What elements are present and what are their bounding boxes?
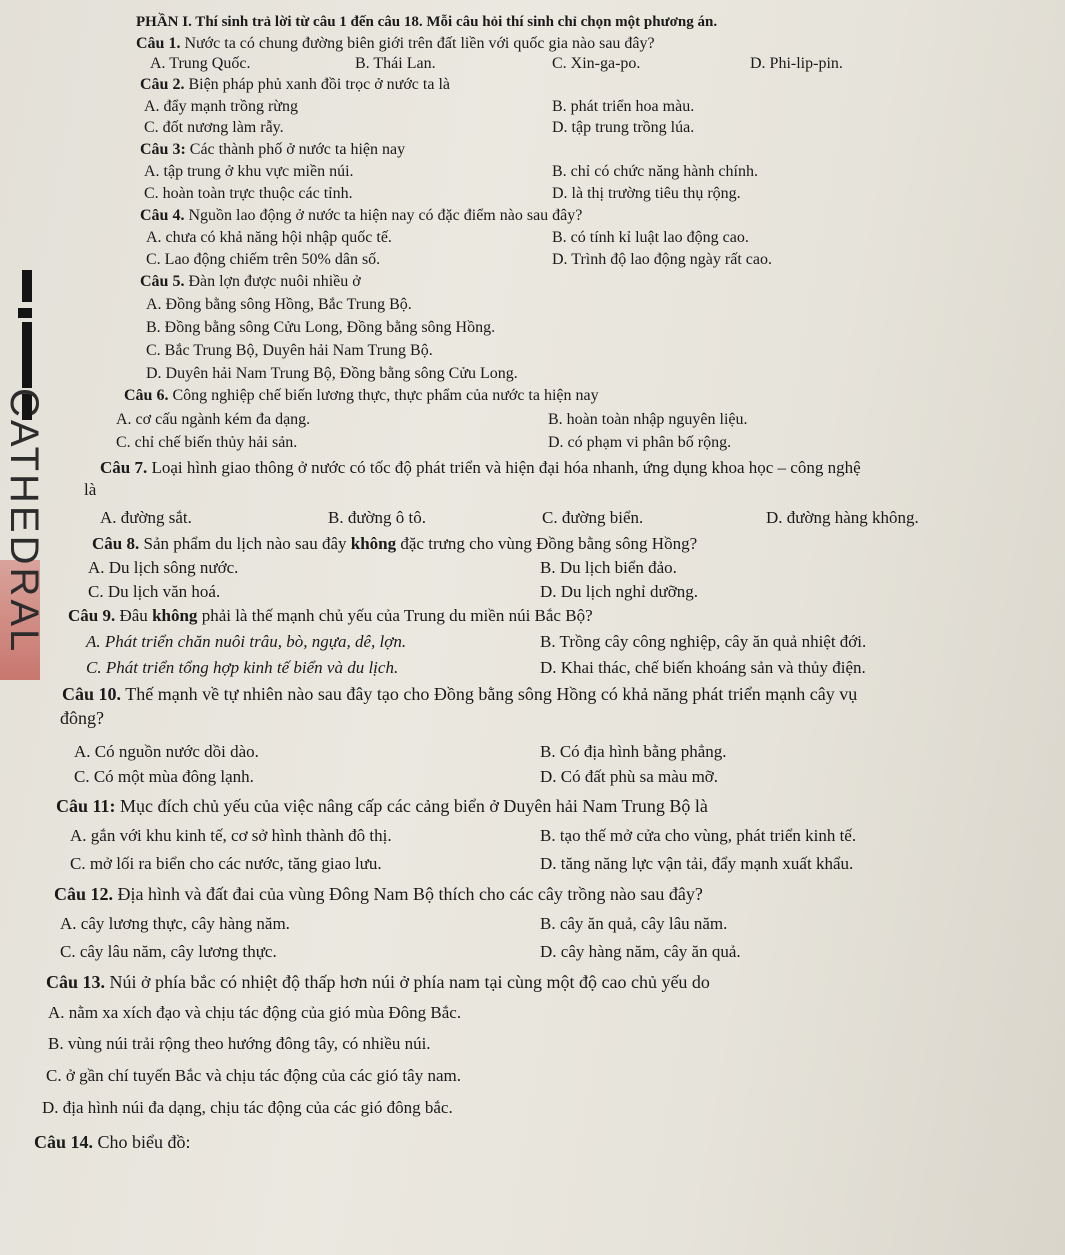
q3-option-d[interactable]: D. là thị trường tiêu thụ rộng. [552, 185, 741, 202]
question-3: Câu 3: Các thành phố ở nước ta hiện nay [140, 141, 406, 158]
q2-option-a[interactable]: A. đẩy mạnh trồng rừng [144, 98, 298, 115]
q12-option-b[interactable]: B. cây ăn quả, cây lâu năm. [540, 914, 728, 933]
q3-option-b[interactable]: B. chỉ có chức năng hành chính. [552, 163, 758, 180]
q8-option-c[interactable]: C. Du lịch văn hoá. [88, 582, 221, 601]
question-2: Câu 2. Biện pháp phủ xanh đồi trọc ở nước ta là [140, 76, 450, 93]
q8-option-a[interactable]: A. Du lịch sông nước. [88, 558, 239, 577]
q11-option-a[interactable]: A. gắn với khu kinh tế, cơ sở hình thành đô thị. [70, 826, 392, 845]
q11-option-c[interactable]: C. mở lối ra biển cho các nước, tăng giao lưu. [70, 854, 382, 873]
q13-option-a[interactable]: A. nằm xa xích đạo và chịu tác động của gió mùa Đông Bắc. [48, 1003, 462, 1022]
q7-option-c[interactable]: C. đường biển. [542, 508, 644, 527]
question-14: Câu 14. Cho biểu đồ: [34, 1132, 191, 1152]
q10-option-a[interactable]: A. Có nguồn nước dồi dào. [74, 742, 259, 761]
question-4: Câu 4. Nguồn lao động ở nước ta hiện nay có đặc điểm nào sau đây? [140, 207, 583, 224]
q12-option-c[interactable]: C. cây lâu năm, cây lương thực. [60, 942, 277, 961]
q9-option-c[interactable]: C. Phát triển tổng hợp kinh tế biển và du lịch. [86, 658, 399, 677]
q1-option-a[interactable]: A. Trung Quốc. [150, 55, 251, 72]
q1-option-b[interactable]: B. Thái Lan. [355, 55, 436, 72]
question-10-cont: đông? [60, 708, 104, 728]
q10-option-c[interactable]: C. Có một mùa đông lạnh. [74, 767, 254, 786]
q13-option-d[interactable]: D. địa hình núi đa dạng, chịu tác động của các gió đông bắc. [42, 1098, 453, 1117]
q5-option-a[interactable]: A. Đồng bằng sông Hồng, Bắc Trung Bộ. [146, 296, 412, 313]
q9-option-a[interactable]: A. Phát triển chăn nuôi trâu, bò, ngựa, dê, lợn. [86, 632, 407, 651]
q1-option-c[interactable]: C. Xin-ga-po. [552, 55, 641, 72]
q13-option-c[interactable]: C. ở gần chí tuyến Bắc và chịu tác động của các gió tây nam. [46, 1066, 461, 1085]
q7-option-b[interactable]: B. đường ô tô. [328, 508, 427, 527]
question-13: Câu 13. Núi ở phía bắc có nhiệt độ thấp hơn núi ở phía nam tại cùng một độ cao chủ yếu do [46, 972, 710, 992]
q10-option-d[interactable]: D. Có đất phù sa màu mỡ. [540, 767, 719, 786]
spine-stripe [22, 322, 32, 388]
q4-option-b[interactable]: B. có tính kỉ luật lao động cao. [552, 229, 749, 246]
q8-option-b[interactable]: B. Du lịch biển đảo. [540, 558, 677, 577]
q6-option-b[interactable]: B. hoàn toàn nhập nguyên liệu. [548, 411, 748, 428]
q1-option-d[interactable]: D. Phi-lip-pin. [750, 55, 843, 72]
q3-option-c[interactable]: C. hoàn toàn trực thuộc các tỉnh. [144, 185, 353, 202]
q12-option-a[interactable]: A. cây lương thực, cây hàng năm. [60, 914, 290, 933]
q9-option-d[interactable]: D. Khai thác, chế biến khoáng sản và thủy điện. [540, 658, 866, 677]
question-1: Câu 1. Nước ta có chung đường biên giới trên đất liền với quốc gia nào sau đây? [136, 35, 655, 52]
q5-option-b[interactable]: B. Đồng bằng sông Cửu Long, Đồng bằng sông Hồng. [146, 319, 496, 336]
section-header: PHẦN I. Thí sinh trả lời từ câu 1 đến câu 18. Mỗi câu hỏi thí sinh chỉ chọn một phương án. [136, 14, 718, 30]
q6-option-d[interactable]: D. có phạm vi phân bố rộng. [548, 434, 732, 451]
q12-option-d[interactable]: D. cây hàng năm, cây ăn quả. [540, 942, 741, 961]
spine-stripe [18, 308, 32, 318]
q2-option-b[interactable]: B. phát triển hoa màu. [552, 98, 695, 115]
question-8: Câu 8. Sản phẩm du lịch nào sau đây không đặc trưng cho vùng Đồng bằng sông Hồng? [92, 534, 698, 553]
q13-option-b[interactable]: B. vùng núi trải rộng theo hướng đông tây, có nhiều núi. [48, 1034, 431, 1053]
q9-option-b[interactable]: B. Trồng cây công nghiệp, cây ăn quả nhiệt đới. [540, 632, 867, 651]
question-6: Câu 6. Công nghiệp chế biến lương thực, thực phẩm của nước ta hiện nay [124, 387, 599, 404]
q6-option-c[interactable]: C. chỉ chế biến thủy hải sản. [116, 434, 298, 451]
q3-option-a[interactable]: A. tập trung ở khu vực miền núi. [144, 163, 354, 180]
q4-option-c[interactable]: C. Lao động chiếm trên 50% dân số. [146, 251, 381, 268]
q7-option-d[interactable]: D. đường hàng không. [766, 508, 919, 527]
question-10: Câu 10. Thế mạnh về tự nhiên nào sau đây tạo cho Đồng bằng sông Hồng có khả năng phát triển mạnh cây vụ [62, 684, 858, 704]
q4-option-a[interactable]: A. chưa có khả năng hội nhập quốc tế. [146, 229, 392, 246]
q6-option-a[interactable]: A. cơ cấu ngành kém đa dạng. [116, 411, 311, 428]
q10-option-b[interactable]: B. Có địa hình bằng phẳng. [540, 742, 727, 761]
q8-option-d[interactable]: D. Du lịch nghỉ dưỡng. [540, 582, 698, 601]
spine-stripe [22, 270, 32, 302]
spine-text: CATHEDRAL [2, 388, 46, 655]
q11-option-b[interactable]: B. tạo thế mở cửa cho vùng, phát triển kinh tế. [540, 826, 857, 845]
question-12: Câu 12. Địa hình và đất đai của vùng Đông Nam Bộ thích cho các cây trồng nào sau đây? [54, 884, 703, 904]
question-5: Câu 5. Đàn lợn được nuôi nhiều ở [140, 273, 361, 290]
question-9: Câu 9. Đâu không phải là thế mạnh chủ yếu của Trung du miền núi Bắc Bộ? [68, 606, 593, 625]
question-11: Câu 11: Mục đích chủ yếu của việc nâng cấp các cảng biển ở Duyên hải Nam Trung Bộ là [56, 796, 708, 816]
question-7-cont: là [84, 480, 97, 499]
q11-option-d[interactable]: D. tăng năng lực vận tải, đẩy mạnh xuất khẩu. [540, 854, 854, 873]
q2-option-c[interactable]: C. đốt nương làm rẫy. [144, 119, 284, 136]
q2-option-d[interactable]: D. tập trung trồng lúa. [552, 119, 695, 136]
q5-option-c[interactable]: C. Bắc Trung Bộ, Duyên hải Nam Trung Bộ. [146, 342, 433, 359]
q5-option-d[interactable]: D. Duyên hải Nam Trung Bộ, Đồng bằng sông Cửu Long. [146, 365, 518, 382]
question-7: Câu 7. Loại hình giao thông ở nước có tốc độ phát triển và hiện đại hóa nhanh, ứng dụng khoa học – công nghệ [100, 458, 861, 477]
q4-option-d[interactable]: D. Trình độ lao động ngày rất cao. [552, 251, 772, 268]
q7-option-a[interactable]: A. đường sắt. [100, 508, 192, 527]
